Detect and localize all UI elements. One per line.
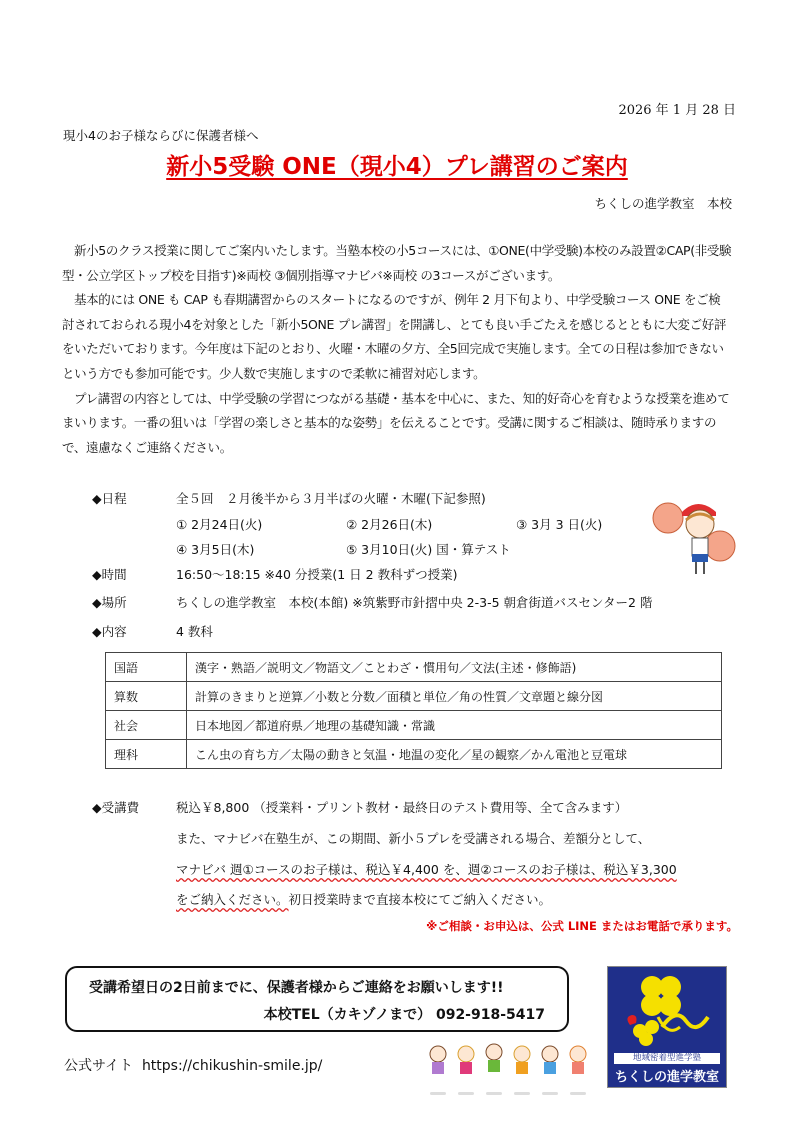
time-label: ◆時間 (92, 567, 127, 582)
schedule-date: ④ 3月5日(木) (176, 542, 255, 557)
fee-value: 税込￥8,800 （授業料・プリント教材・最終日のテスト費用等、全て含みます） (176, 800, 628, 815)
official-site (64, 1055, 322, 1075)
intro-paragraph: 基本的には ONE も CAP も春期講習からのスタートになるのですが、例年 2 月下旬より、中学受験コース ONE をご検討されておられる現小4を対象とした「新小5ONE プレ講習」を開講し、とても良い手ごたえを感じるとともに大変ご好評をいただいております。今年度は下記のとおり、火曜・木曜の夕方、全5回完成で実施します。全ての日程は参加できないという方でも参加可能です。少人数で実施しますので柔軟に補習対応します。 (62, 292, 727, 381)
schedule-row (92, 489, 486, 507)
callout-message: 受講希望日の2日前までに、保護者様からご連絡をお願いします!! (89, 980, 504, 996)
fee-line-4-underlined: をご納入ください。 (176, 892, 289, 907)
school-name: ちくしの進学教室 本校 (594, 196, 732, 211)
kid-figure (570, 1046, 586, 1074)
schedule-date: ③ 3月 3 日(火) (516, 517, 603, 532)
schedule-dates-row-2 (176, 540, 511, 558)
subject-topics: 日本地図／都道府県／地理の基礎知識・常識 (187, 711, 722, 740)
subject-name: 社会 (106, 711, 187, 740)
content-value: 4 教科 (176, 624, 213, 639)
fee-label: ◆受講費 (92, 800, 140, 815)
cheerleader-illustration (640, 480, 750, 580)
content-row (92, 622, 213, 640)
contact-note: ※ご相談・お申込は、公式 LINE またはお電話で承ります。 (426, 919, 738, 933)
subject-name: 国語 (106, 653, 187, 682)
place-label: ◆場所 (92, 595, 127, 610)
intro-text (62, 239, 732, 460)
fee-line-2: また、マナビバ在塾生が、この期間、新小５プレを受講される場合、差額分として、 (176, 831, 651, 846)
table-row (106, 653, 722, 682)
table-row (106, 682, 722, 711)
fee-row (92, 798, 627, 816)
fee-line-4 (176, 890, 551, 908)
fee-line-4-rest: 初日授業時まで直接本校にてご納入ください。 (288, 892, 552, 907)
logo-tagline: 地域密着型進学塾 (614, 1053, 720, 1064)
addressee: 現小4のお子様ならびに保護者様へ (63, 128, 259, 143)
schedule-date: ① 2月24日(火) (176, 517, 263, 532)
callout-phone: 本校TEL（カキゾノまで） 092-918-5417 (263, 1007, 545, 1023)
intro-paragraph: プレ講習の内容としては、中学受験の学習につながる基礎・基本を中心に、また、知的好奇心を育むような授業を進めてまいります。一番の狙いは「学習の楽しさと基本的な姿勢」を伝えることです。受講に関するご相談は、随時承りますので、遠慮なくご連絡ください。 (62, 390, 730, 455)
subjects-table (105, 652, 722, 769)
table-row (106, 740, 722, 769)
site-url[interactable]: https://chikushin-smile.jp/ (141, 1058, 323, 1074)
place-row (92, 593, 652, 611)
school-logo (607, 966, 727, 1088)
kid-figure (430, 1046, 446, 1074)
table-row (106, 711, 722, 740)
logo-name: ちくしの進学教室 (614, 1070, 719, 1085)
kid-figure (514, 1046, 530, 1074)
time-row (92, 565, 457, 583)
contact-callout-box (65, 966, 569, 1032)
document-date: 2026 年 1 月 28 日 (618, 103, 736, 118)
content-label: ◆内容 (92, 624, 127, 639)
schedule-dates-row-1 (176, 515, 602, 533)
subject-name: 算数 (106, 682, 187, 711)
subject-topics: 漢字・熟語／説明文／物語文／ことわざ・慣用句／文法(主述・修飾語) (187, 653, 722, 682)
time-value: 16:50〜18:15 ※40 分授業(1 日 2 教科ずつ授業) (176, 567, 458, 582)
fee-line-3-text: マナビバ 週①コースのお子様は、税込￥4,400 を、週②コースのお子様は、税込￥3,300 (176, 862, 677, 877)
intro-paragraph: 新小5のクラス授業に関してご案内いたします。当塾本校の小5コースには、①ONE(中学受験)本校のみ設置②CAP(非受験型・公立学区トップ校を目指す)※両校 ③個別指導マナビバ※両校 の3コースがございます。 (62, 243, 732, 283)
page-title-text: 新小5受験 ONE（現小4）プレ講習のご案内 (166, 154, 628, 180)
schedule-date: ② 2月26日(木) (346, 517, 433, 532)
schedule-date: ⑤ 3月10日(火) 国・算テスト (346, 542, 511, 557)
schedule-summary: 全５回 ２月後半から３月半ばの火曜・木曜(下記参照) (176, 491, 486, 506)
kid-figure (542, 1046, 558, 1074)
place-value: ちくしの進学教室 本校(本館) ※筑紫野市針摺中央 2-3-5 朝倉街道バスセンター2 階 (176, 595, 653, 610)
subject-topics: こん虫の育ち方／太陽の動きと気温・地温の変化／星の観察／かん電池と豆電球 (187, 740, 722, 769)
schedule-label: ◆日程 (92, 491, 127, 506)
kid-figure (486, 1044, 502, 1072)
kids-illustration (420, 1038, 595, 1098)
kid-figure (458, 1046, 474, 1074)
clover-icon (608, 967, 726, 1053)
site-label: 公式サイト (64, 1058, 134, 1074)
fee-line-3 (176, 860, 677, 878)
subject-name: 理科 (106, 740, 187, 769)
page-title (0, 148, 794, 181)
subject-topics: 計算のきまりと逆算／小数と分数／面積と単位／角の性質／文章題と線分図 (187, 682, 722, 711)
